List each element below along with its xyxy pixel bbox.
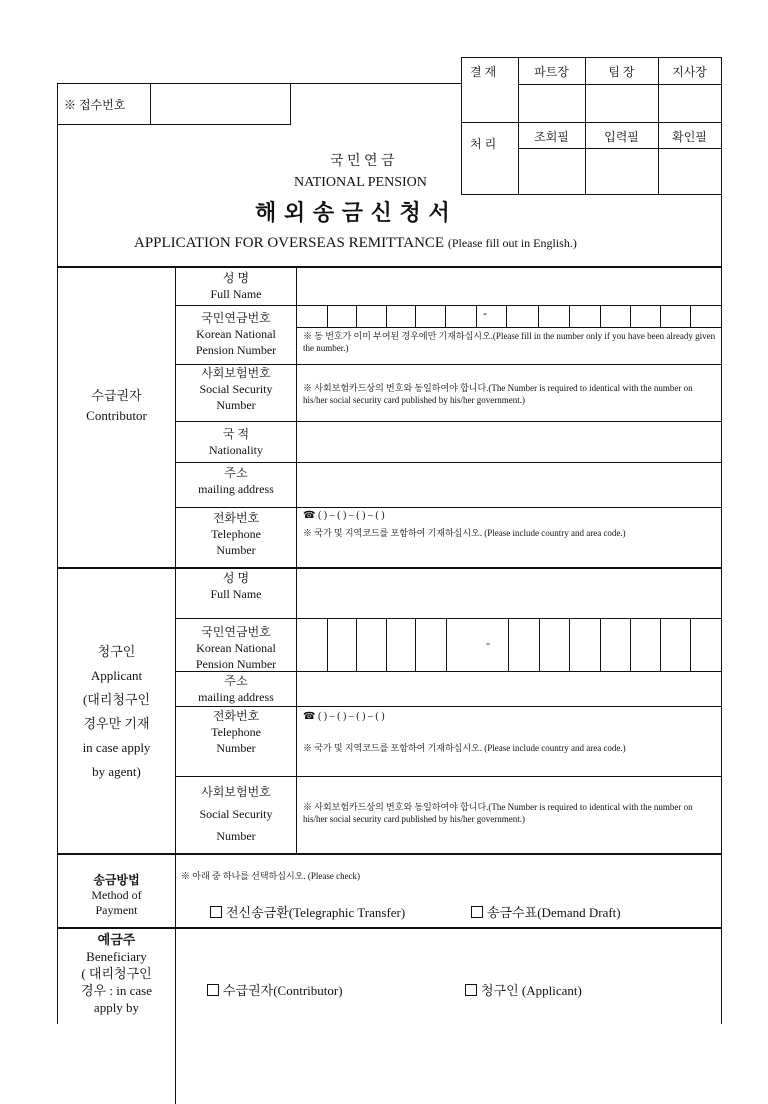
- beneficiary-label: 예금주 Beneficiary ( 대리청구인 경우 : in case apply by: [81, 932, 152, 1015]
- applicant-address-field[interactable]: [297, 672, 721, 705]
- contributor-telephone-label: 전화번호 Telephone Number: [211, 511, 261, 557]
- approval-col-team-leader: 팀 장: [608, 65, 635, 79]
- approval-col-input: 입력필: [604, 130, 639, 144]
- contributor-checkbox[interactable]: [207, 984, 219, 996]
- applicant-name-label: 성 명 Full Name: [210, 571, 262, 601]
- payment-option-demand-draft[interactable]: 송금수표(Demand Draft): [471, 902, 621, 921]
- approval-col-inquiry: 조회필: [534, 130, 569, 144]
- applicant-name-field[interactable]: [297, 569, 721, 617]
- approval-row2-label: 처 리: [470, 137, 497, 151]
- approval-col-part-leader: 파트장: [534, 65, 569, 79]
- form-title-en: APPLICATION FOR OVERSEAS REMITTANCE (Please fill out in English.): [134, 235, 577, 251]
- contributor-telephone-note: ※ 국가 및 지역코드를 포함하여 기재하십시오. (Please include country and area code.): [303, 528, 626, 538]
- approval-row1-label: 결 재: [470, 65, 497, 79]
- contributor-telephone-field[interactable]: ☎ ( ) – ( ) – ( ) – ( ): [303, 510, 385, 521]
- receipt-number-label: ※ 접수번호: [64, 98, 126, 112]
- contributor-ssn-note: ※ 사회보험카드상의 번호와 동일하여야 합니다.(The Number is required to identical with the number on his/her social security card published by his/her government.): [303, 383, 693, 405]
- applicant-telephone-label: 전화번호 Telephone Number: [211, 709, 261, 755]
- contributor-section-label: 수급권자 Contributor: [86, 388, 147, 423]
- receipt-number-field[interactable]: [151, 84, 289, 124]
- contributor-kn-note: ※ 동 번호가 이미 부여된 경우에만 기재하십시오.(Please fill in the number only if you have been already given the number.): [303, 331, 716, 353]
- contributor-kn-label: 국민연금번호 Korean National Pension Number: [195, 311, 277, 357]
- payment-option-telegraphic[interactable]: 전신송금환(Telegraphic Transfer): [210, 902, 405, 921]
- applicant-address-label: 주소 mailing address: [198, 674, 274, 704]
- contributor-nationality-field[interactable]: [297, 422, 721, 461]
- org-name-ko: 국 민 연 금: [330, 154, 395, 169]
- contributor-ssn-label: 사회보험번호 Social Security Number: [199, 366, 273, 412]
- contributor-address-label: 주소 mailing address: [198, 466, 274, 496]
- approval-col-confirm: 확인필: [672, 130, 707, 144]
- contributor-name-field[interactable]: [297, 267, 721, 304]
- applicant-section-label: 청구인 Applicant (대리청구인 경우만 기재 in case apply by agent): [82, 644, 151, 779]
- contributor-nationality-label: 국 적 Nationality: [209, 427, 263, 457]
- contributor-name-label: 성 명 Full Name: [210, 271, 262, 301]
- beneficiary-option-applicant[interactable]: 청구인 (Applicant): [465, 980, 582, 999]
- demand-draft-checkbox[interactable]: [471, 906, 483, 918]
- applicant-ssn-label: 사회보험번호 Social Security Number: [199, 785, 273, 843]
- applicant-kn-label: 국민연금번호 Korean National Pension Number: [195, 625, 277, 671]
- contributor-address-field[interactable]: [297, 463, 721, 506]
- applicant-ssn-note: ※ 사회보험카드상의 번호와 동일하여야 합니다.(The Number is required to identical with the number on his/her social security card published by his/her government.): [303, 802, 693, 824]
- payment-note: ※ 아래 중 하나를 선택하십시오. (Please check): [181, 871, 361, 881]
- applicant-checkbox[interactable]: [465, 984, 477, 996]
- form-title-ko: 해 외 송 금 신 청 서: [255, 201, 450, 226]
- payment-method-label: 송금방법 Method of Payment: [91, 873, 142, 917]
- telegraphic-checkbox[interactable]: [210, 906, 222, 918]
- applicant-telephone-note: ※ 국가 및 지역코드를 포함하여 기재하십시오. (Please include country and area code.): [303, 743, 626, 753]
- beneficiary-option-contributor[interactable]: 수급권자(Contributor): [207, 980, 343, 999]
- org-name-en: NATIONAL PENSION: [294, 175, 427, 190]
- approval-col-branch-head: 지사장: [672, 65, 707, 79]
- applicant-telephone-field[interactable]: ☎ ( ) – ( ) – ( ) – ( ): [303, 711, 385, 722]
